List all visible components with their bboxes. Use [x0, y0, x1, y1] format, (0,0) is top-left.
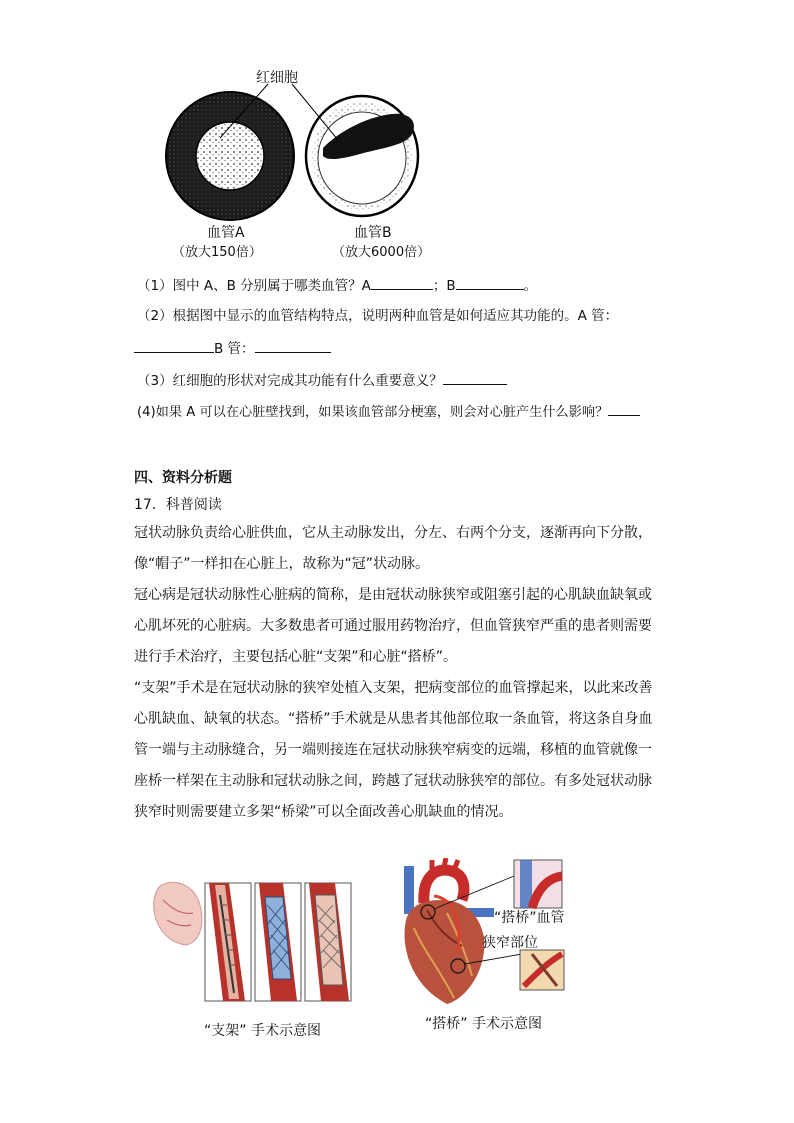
q1-end: 。 [523, 278, 538, 294]
blood-vessel-illustration [160, 60, 450, 265]
question-1 [137, 275, 537, 296]
blood-vessel-figure [160, 60, 450, 265]
q3-answer-blank[interactable] [443, 370, 507, 385]
vessel-a-magnification: （放大150倍） [172, 245, 262, 260]
bypass-caption: “搭桥” 手术示意图 [425, 1016, 542, 1032]
question-2 [137, 306, 618, 326]
stent-figure [145, 875, 365, 1005]
stent-panel-2 [255, 883, 301, 1001]
q2-answer-b-blank[interactable] [255, 338, 331, 353]
narrow-site-label: 狭窄部位 [482, 935, 538, 951]
paragraph-1: 冠状动脉负责给心脏供血，它从主动脉发出，分左、右两个分支，逐渐再向下分散，像“帽子”一样扣在心脏上，故称为“冠”状动脉。 [134, 525, 652, 572]
q2-answer-a-blank[interactable] [134, 338, 214, 353]
reading-passage [134, 518, 664, 828]
paragraph-2: 冠心病是冠状动脉性心脏病的简称，是由冠状动脉狭窄或阻塞引起的心肌缺血缺氧或心肌坏死的心脏病。大多数患者可通过服用药物治疗，但血管狭窄严重的患者则需要进行手术治疗，主要包括心脏“支架”和心脏“搭桥”。 [134, 587, 652, 665]
q1-text: （1）图中 A、B 分别属于哪类血管？A [137, 278, 371, 294]
q1-answer-b-blank[interactable] [456, 275, 524, 290]
bypass-inset-top [514, 860, 562, 908]
bypass-illustration [392, 858, 567, 1008]
rbc-label: 红细胞 [256, 70, 298, 86]
q2-b-label: B 管： [214, 341, 255, 357]
q3-text: （3）红细胞的形状对完成其功能有什么重要意义？ [137, 373, 443, 389]
vessel-a-label: 血管A [207, 225, 245, 241]
bypass-inset-bottom [520, 950, 564, 990]
stent-panel-3 [305, 883, 351, 1001]
question-2-answer-line [134, 338, 331, 359]
q2-text: （2）根据图中显示的血管结构特点，说明两种血管是如何适应其功能的。A 管： [137, 308, 619, 324]
small-heart-image [154, 882, 202, 945]
paragraph-3: “支架”手术是在冠状动脉的狭窄处植入支架，把病变部位的血管撑起来，以此来改善心肌缺血、缺氧的状态。“搭桥”手术就是从患者其他部位取一条血管，将这条自身血管一端与主动脉缝合，另一端则接连在冠状动脉狭窄病变的远端，移植的血管就像一座桥一样架在主动脉和冠状动脉之间，跨越了冠状动脉狭窄的部位。有多处冠状动脉狭窄时则需要建立多架“桥梁”可以全面改善心肌缺血的情况。 [134, 680, 653, 820]
vessel-b-cross-section [306, 96, 418, 216]
q4-text: (4)如果 A 可以在心脏壁找到，如果该血管部分梗塞，则会对心脏产生什么影响？ [137, 405, 609, 420]
vessel-b-label: 血管B [354, 225, 392, 241]
heart-image [404, 858, 522, 1004]
q1-answer-a-blank[interactable] [371, 275, 433, 290]
section-4-title: 四、资料分析题 [134, 470, 232, 486]
bypass-vessel-label: “搭桥”血管 [494, 910, 565, 926]
stent-illustration [145, 875, 365, 1005]
question-3 [137, 370, 507, 391]
bypass-figure [392, 858, 567, 1008]
q1-sep: ；B [432, 278, 456, 294]
stent-panel-1 [205, 883, 251, 1001]
question-4 [137, 401, 640, 423]
vessel-a-cross-section [166, 92, 294, 220]
q4-answer-blank[interactable] [608, 401, 640, 416]
question-17-title: 17．科普阅读 [134, 497, 222, 513]
stent-caption: “支架” 手术示意图 [204, 1023, 321, 1039]
vessel-b-magnification: （放大6000倍） [332, 245, 431, 260]
